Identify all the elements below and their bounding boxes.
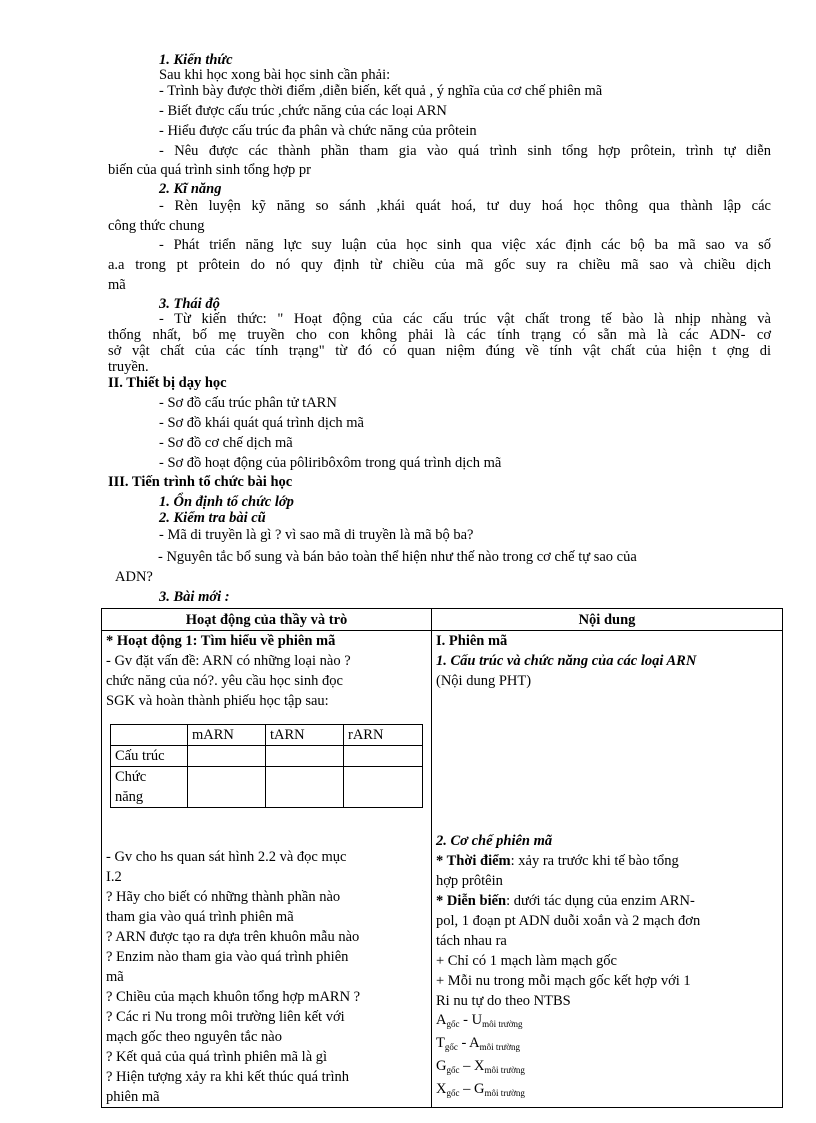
pair-base: U	[471, 1012, 483, 1028]
spacer	[436, 691, 778, 831]
heading-skills: 2. Kĩ năng	[159, 181, 222, 197]
activity-line: - Gv đặt vấn đề: ARN có những loại nào ?	[106, 653, 351, 669]
time-label: * Thời điểm	[436, 853, 511, 869]
knowledge-item: - Biết được cấu trúc ,chức năng của các loại ARN	[159, 103, 447, 119]
skill-item-cont: công thức chung	[108, 218, 205, 234]
content-line: pol, 1 đoạn pt ADN duỗi xoắn và 2 mạch đơn	[436, 913, 701, 929]
attitude-line: thống nhất, bố mẹ truyền cho con không phải là các tính trạng có sẵn mà là các ADN- cơ	[108, 327, 771, 343]
activity-title: * Hoạt động 1: Tìm hiểu về phiên mã	[106, 633, 336, 649]
pair-base: G	[436, 1058, 447, 1074]
pair-base: X	[436, 1081, 447, 1097]
table-header-activities: Hoạt động của thầy và trò	[102, 609, 432, 631]
worksheet-header: tARN	[266, 725, 344, 746]
worksheet-cell	[344, 767, 423, 808]
skill-item: - Phát triển năng lực suy luận của học sinh qua việc xác định các bộ ba mã sao va số	[159, 237, 771, 253]
heading-equipment: II. Thiết bị dạy học	[108, 375, 227, 391]
question-line: ? ARN được tạo ra dựa trên khuôn mẫu nào	[106, 929, 360, 945]
attitude-line: truyền.	[108, 359, 149, 375]
activity-line: chức năng của nó?. yêu cầu học sinh đọc	[106, 673, 343, 689]
question-line: ? Kết quả của quá trình phiên mã là gì	[106, 1049, 328, 1065]
base-pair	[436, 1080, 778, 1103]
base-pair	[436, 1034, 778, 1057]
pair-base: A	[469, 1035, 480, 1051]
pair-sep: –	[459, 1081, 474, 1097]
process-text: : dưới tác dụng của enzim ARN-	[506, 893, 695, 909]
check-question: - Nguyên tắc bổ sung và bán bảo toàn thể hiện như thế nào trong cơ chế tự sao của	[158, 549, 637, 565]
pair-sub: gốc	[446, 1088, 460, 1098]
equipment-item: - Sơ đồ cấu trúc phân tử tARN	[159, 395, 337, 411]
question-line: ? Hãy cho biết có những thành phần nào	[106, 889, 341, 905]
worksheet-row-label-line: năng	[115, 789, 144, 805]
worksheet-cell	[266, 767, 344, 808]
skill-item-cont: a.a trong pt prôtein do nó quy định từ chiều của mã gốc suy ra chiều mã sao và chiều dịch	[108, 257, 771, 273]
pair-sep: –	[459, 1058, 474, 1074]
worksheet-row-label: Cấu trúc	[111, 746, 188, 767]
activities-cell	[102, 631, 432, 1108]
skill-item: - Rèn luyện kỹ năng so sánh ,khái quát hoá, tư duy hoá học thông qua thành lập các	[159, 198, 771, 214]
content-heading: I. Phiên mã	[436, 633, 508, 649]
content-line	[436, 851, 778, 871]
pair-sub: gốc	[446, 1019, 460, 1029]
pair-base: X	[473, 1058, 485, 1074]
pair-sub: gốc	[446, 1065, 460, 1075]
pair-sub: gốc	[444, 1042, 458, 1052]
time-text: : xảy ra trước khi tế bào tổng	[510, 853, 679, 869]
equipment-item: - Sơ đồ hoạt động của pôliribôxôm trong quá trình dịch mã	[159, 455, 502, 471]
content-cell	[432, 631, 783, 1108]
pair-sep: -	[457, 1035, 470, 1051]
heading-knowledge: 1. Kiến thức	[159, 52, 233, 68]
pair-sub: môi trường	[482, 1019, 523, 1029]
content-note: (Nội dung PHT)	[436, 673, 532, 689]
content-line: + Chỉ có 1 mạch làm mạch gốc	[436, 953, 617, 969]
check-question: - Mã di truyền là gì ? vì sao mã di truyền là mã bộ ba?	[159, 527, 474, 543]
question-line: mạch gốc theo nguyên tắc nào	[106, 1029, 282, 1045]
pair-sub: môi trường	[484, 1065, 525, 1075]
spacer	[106, 820, 427, 847]
heading-attitude: 3. Thái độ	[159, 296, 220, 312]
heading-process: III. Tiến trình tổ chức bài học	[108, 474, 293, 490]
lesson-table	[101, 608, 783, 1108]
content-line: + Mỗi nu trong mỗi mạch gốc kết hợp với 1	[436, 973, 691, 989]
content-subheading: 1. Cấu trúc và chức năng của các loại ARN	[436, 653, 697, 669]
worksheet-cell	[188, 746, 266, 767]
check-question-cont: ADN?	[115, 569, 153, 585]
question-line: - Gv cho hs quan sát hình 2.2 và đọc mục	[106, 849, 347, 865]
activity-line: SGK và hoàn thành phiếu học tập sau:	[106, 693, 329, 709]
question-line: ? Hiện tượng xảy ra khi kết thúc quá trình	[106, 1069, 350, 1085]
worksheet-header: mARN	[188, 725, 266, 746]
question-line: ? Chiều của mạch khuôn tổng hợp mARN ?	[106, 989, 361, 1005]
knowledge-intro: Sau khi học xong bài học sinh cần phải:	[159, 67, 391, 83]
question-line: ? Enzim nào tham gia vào quá trình phiên	[106, 949, 349, 965]
worksheet-header: rARN	[344, 725, 423, 746]
worksheet-cell	[266, 746, 344, 767]
worksheet-cell	[188, 767, 266, 808]
question-line: tham gia vào quá trình phiên mã	[106, 909, 294, 925]
content-line: Ri nu tự do theo NTBS	[436, 993, 571, 1009]
equipment-item: - Sơ đồ cơ chế dịch mã	[159, 435, 293, 451]
equipment-item: - Sơ đồ khái quát quá trình dịch mã	[159, 415, 364, 431]
worksheet-cell	[344, 746, 423, 767]
content-line: hợp prôtêin	[436, 873, 503, 889]
heading-new-lesson: 3. Bài mới :	[159, 589, 230, 605]
pair-sep: -	[459, 1012, 472, 1028]
skill-item-cont: mã	[108, 277, 126, 293]
table-header-content: Nội dung	[432, 609, 783, 631]
worksheet-corner	[111, 725, 188, 746]
pair-base: A	[436, 1012, 447, 1028]
worksheet-table	[110, 724, 423, 808]
question-line: phiên mã	[106, 1089, 160, 1105]
heading-old-lesson-check: 2. Kiểm tra bài cũ	[159, 510, 266, 526]
knowledge-item: - Hiểu được cấu trúc đa phân và chức năng của prôtein	[159, 123, 477, 139]
content-line	[436, 891, 778, 911]
attitude-line: sở vật chất của các tính trạng" từ đó có quan niệm đúng về tính vật chất của hiện t ợng di	[108, 343, 771, 359]
base-pair	[436, 1057, 778, 1080]
question-line: ? Các ri Nu trong môi trường liên kết với	[106, 1009, 345, 1025]
pair-base: G	[473, 1081, 485, 1097]
content-line: tách nhau ra	[436, 933, 507, 949]
base-pair	[436, 1011, 778, 1034]
pair-base: T	[436, 1035, 445, 1051]
heading-class-order: 1. Ổn định tổ chức lớp	[159, 494, 294, 510]
question-line: I.2	[106, 869, 122, 885]
pair-sub: môi trường	[479, 1042, 521, 1052]
content-subheading: 2. Cơ chế phiên mã	[436, 833, 553, 849]
knowledge-item-cont: biến của quá trình sinh tổng hợp pr	[108, 162, 311, 178]
process-label: * Diễn biến	[436, 893, 507, 909]
worksheet-row-label	[111, 767, 188, 808]
worksheet-row-label-line: Chức	[115, 769, 147, 785]
attitude-line: - Từ kiến thức: " Hoạt động của các cấu trúc vật chất trong tế bào là nhịp nhàng và	[159, 311, 771, 327]
question-line: mã	[106, 969, 124, 985]
pair-sub: môi trường	[484, 1088, 525, 1098]
knowledge-item: - Trình bày được thời điểm ,diễn biến, kết quả , ý nghĩa của cơ chế phiên mã	[159, 83, 603, 99]
knowledge-item: - Nêu được các thành phần tham gia vào quá trình sinh tổng hợp prôtein, trình tự diễn	[159, 143, 771, 159]
